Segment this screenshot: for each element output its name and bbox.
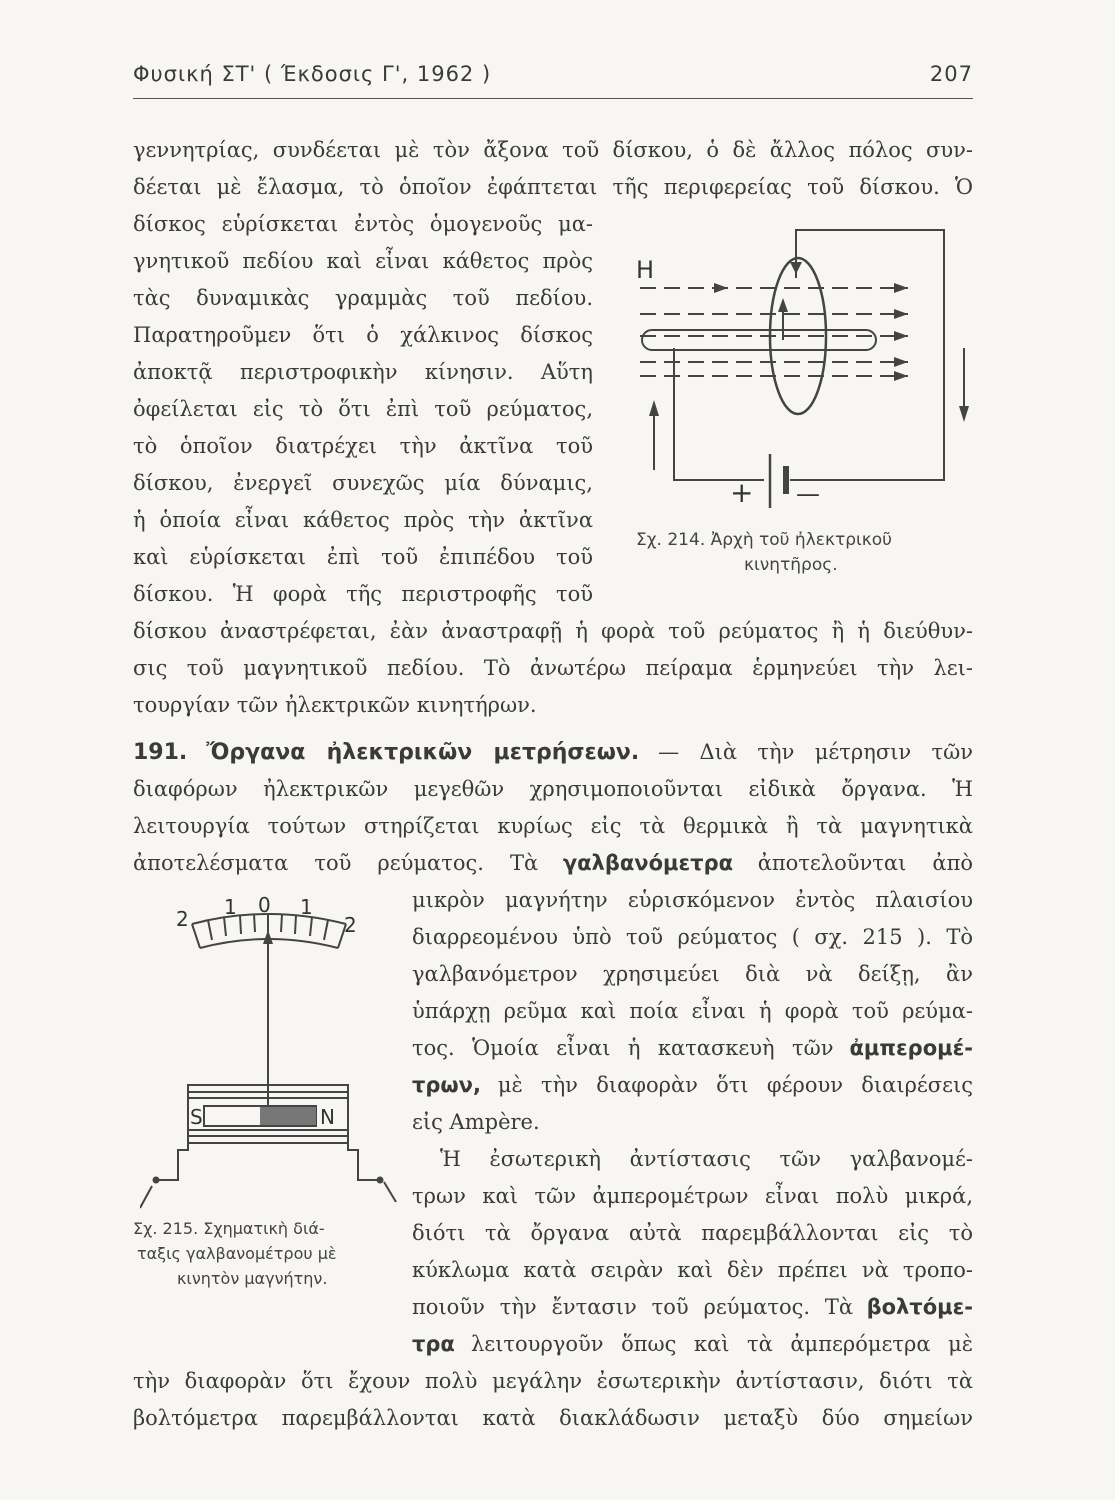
text-line: γαλβανόμετρον χρησιμεύει διὰ νὰ δείξῃ, ἂν	[412, 962, 973, 986]
text-line	[412, 1330, 973, 1358]
text-line: ὑπάρχῃ ρεῦμα καὶ ποία εἶναι ἡ φορὰ τοῦ ρεύμα-	[412, 999, 973, 1023]
section-number: 191.	[133, 740, 188, 765]
text-line: τὰς δυναμικὰς γραμμὰς τοῦ πεδίου.	[133, 286, 593, 310]
magnet-south-label: S	[190, 1105, 203, 1129]
figure-215-caption-line2: ταξις γαλβανομέτρου μὲ	[137, 1244, 337, 1263]
text-line: διότι τὰ ὄργανα αὐτὰ παρεμβάλλονται εἰς τὸ	[412, 1221, 973, 1245]
text-line: δέεται μὲ ἔλασμα, τὸ ὁποῖον ἐφάπτεται τῆς περιφερείας τοῦ δίσκου. Ὁ	[133, 175, 973, 199]
scale-label: 2	[176, 907, 189, 931]
text-line: ἡ ὁποία εἶναι κάθετος πρὸς τὴν ἀκτῖνα	[133, 508, 593, 532]
page-number: 207	[929, 62, 973, 86]
text-run: μὲ τὴν διαφορὰν ὅτι φέρουν διαιρέσεις	[497, 1073, 973, 1097]
figure-215-caption-line3: κινητὸν μαγνήτην.	[177, 1269, 328, 1288]
text-line: Παρατηροῦμεν ὅτι ὁ χάλκινος δίσκος	[133, 323, 593, 347]
text-line: λειτουργία τούτων στηρίζεται κυρίως εἰς τὰ θερμικὰ ἢ τὰ μαγνητικὰ	[133, 814, 973, 838]
text-line: δίσκου, ἐνεργεῖ συνεχῶς μία δύναμις,	[133, 471, 593, 495]
term-ammeter: ἀμπερομέ-	[849, 1036, 973, 1060]
text-line: δίσκου ἀναστρέφεται, ἐὰν ἀναστραφῇ ἡ φορὰ τοῦ ρεύματος ἢ ἡ διεύθυν-	[133, 619, 973, 643]
scale-label: 1	[300, 895, 313, 919]
field-label-h: H	[636, 256, 655, 284]
running-header-title: Φυσική ΣΤ' ( Έκδοσις Γ', 1962 )	[133, 62, 492, 86]
figure-214-motor-diagram	[618, 218, 978, 518]
text-line	[133, 849, 973, 877]
magnet-north-hatch	[260, 1107, 316, 1125]
battery-plus-label: +	[730, 476, 754, 509]
text-line: ἀποκτᾷ περιστροφικὴν κίνησιν. Αὕτη	[133, 360, 593, 384]
text-line: διαφόρων ἠλεκτρικῶν μεγεθῶν χρησιμοποιοῦνται εἰδικὰ ὄργανα. Ἡ	[133, 777, 973, 801]
text-line: τρων καὶ τῶν ἀμπερομέτρων εἶναι πολὺ μικρά,	[412, 1184, 973, 1208]
text-line: μικρὸν μαγνήτην εὑρισκόμενον ἐντὸς πλαισίου	[412, 888, 973, 912]
scale-label: 2	[344, 913, 357, 937]
section-191-first-line	[133, 738, 973, 767]
text-run: τος. Ὁμοία εἶναι ἡ κατασκευὴ τῶν	[412, 1036, 834, 1060]
text-line: σις τοῦ μαγνητικοῦ πεδίου. Τὸ ἀνωτέρω πείραμα ἑρμηνεύει τὴν λει-	[133, 656, 973, 680]
text-line	[412, 1071, 973, 1099]
text-line: καὶ εὑρίσκεται ἐπὶ τοῦ ἐπιπέδου τοῦ	[133, 545, 593, 569]
scale-label: 1	[224, 895, 237, 919]
text-line: κύκλωμα κατὰ σειρὰν καὶ δὲν πρέπει νὰ τροπο-	[412, 1258, 973, 1282]
header-rule	[133, 98, 973, 99]
text-line: δίσκος εὑρίσκεται ἐντὸς ὁμογενοῦς μα-	[133, 212, 593, 236]
figure-215-caption-line1: Σχ. 215. Σχηματικὴ διά-	[133, 1219, 325, 1238]
text-line: δίσκου. Ἡ φορὰ τῆς περιστροφῆς τοῦ	[133, 582, 593, 606]
text-line: εἰς Ampère.	[412, 1110, 540, 1134]
magnet-north-label: N	[320, 1105, 335, 1129]
term-ammeter-end: τρων,	[412, 1073, 481, 1097]
text-line: ὀφείλεται εἰς τὸ ὅτι ἐπὶ τοῦ ρεύματος,	[133, 397, 593, 421]
text-line	[412, 1034, 973, 1062]
text-line: τὴν διαφορὰν ὅτι ἔχουν πολὺ μεγάλην ἐσωτερικὴν ἀντίστασιν, διότι τὰ	[133, 1369, 973, 1393]
figure-214-caption-line2: κινητῆρος.	[744, 555, 838, 575]
term-galvanometer: γαλβανόμετρα	[562, 851, 734, 875]
figure-215-galvanometer-diagram	[140, 890, 400, 1210]
text-line: βολτόμετρα παρεμβάλλονται κατὰ διακλάδωσιν μεταξὺ δύο σημείων	[133, 1406, 973, 1430]
text-line: τουργίαν τῶν ἠλεκτρικῶν κινητήρων.	[133, 693, 537, 717]
text-line: διαρρεομένου ὑπὸ τοῦ ρεύματος ( σχ. 215 ). Τὸ	[412, 925, 973, 949]
text-run: λειτουργοῦν ὅπως καὶ τὰ ἀμπερόμετρα μὲ	[471, 1332, 974, 1356]
text-run: ἀποτελέσματα τοῦ ρεύματος. Τὰ	[133, 851, 539, 875]
scale-label: 0	[258, 893, 271, 917]
battery-minus-label: —	[796, 480, 820, 508]
term-voltmeter: βολτόμε-	[866, 1295, 973, 1319]
figure-214-caption-line1: Σχ. 214. Ἀρχὴ τοῦ ἠλεκτρικοῦ	[636, 530, 892, 550]
text-line: γνητικοῦ πεδίου καὶ εἶναι κάθετος πρὸς	[133, 249, 593, 273]
section-title: Ὄργανα ἠλεκτρικῶν μετρήσεων.	[206, 740, 640, 765]
section-first-line-text: — Διὰ τὴν μέτρησιν τῶν	[658, 740, 973, 764]
text-line: Ἡ ἐσωτερικὴ ἀντίστασις τῶν γαλβανομέ-	[440, 1147, 973, 1171]
text-run: ποιοῦν τὴν ἔντασιν τοῦ ρεύματος. Τὰ	[412, 1295, 854, 1319]
text-line: τὸ ὁποῖον διατρέχει τὴν ἀκτῖνα τοῦ	[133, 434, 593, 458]
text-line	[412, 1293, 973, 1321]
text-line: γεννητρίας, συνδέεται μὲ τὸν ἄξονα τοῦ δίσκου, ὁ δὲ ἄλλος πόλος συν-	[133, 138, 973, 162]
text-run: ἀποτελοῦνται ἀπὸ	[757, 851, 974, 875]
term-voltmeter-end: τρα	[412, 1332, 455, 1356]
